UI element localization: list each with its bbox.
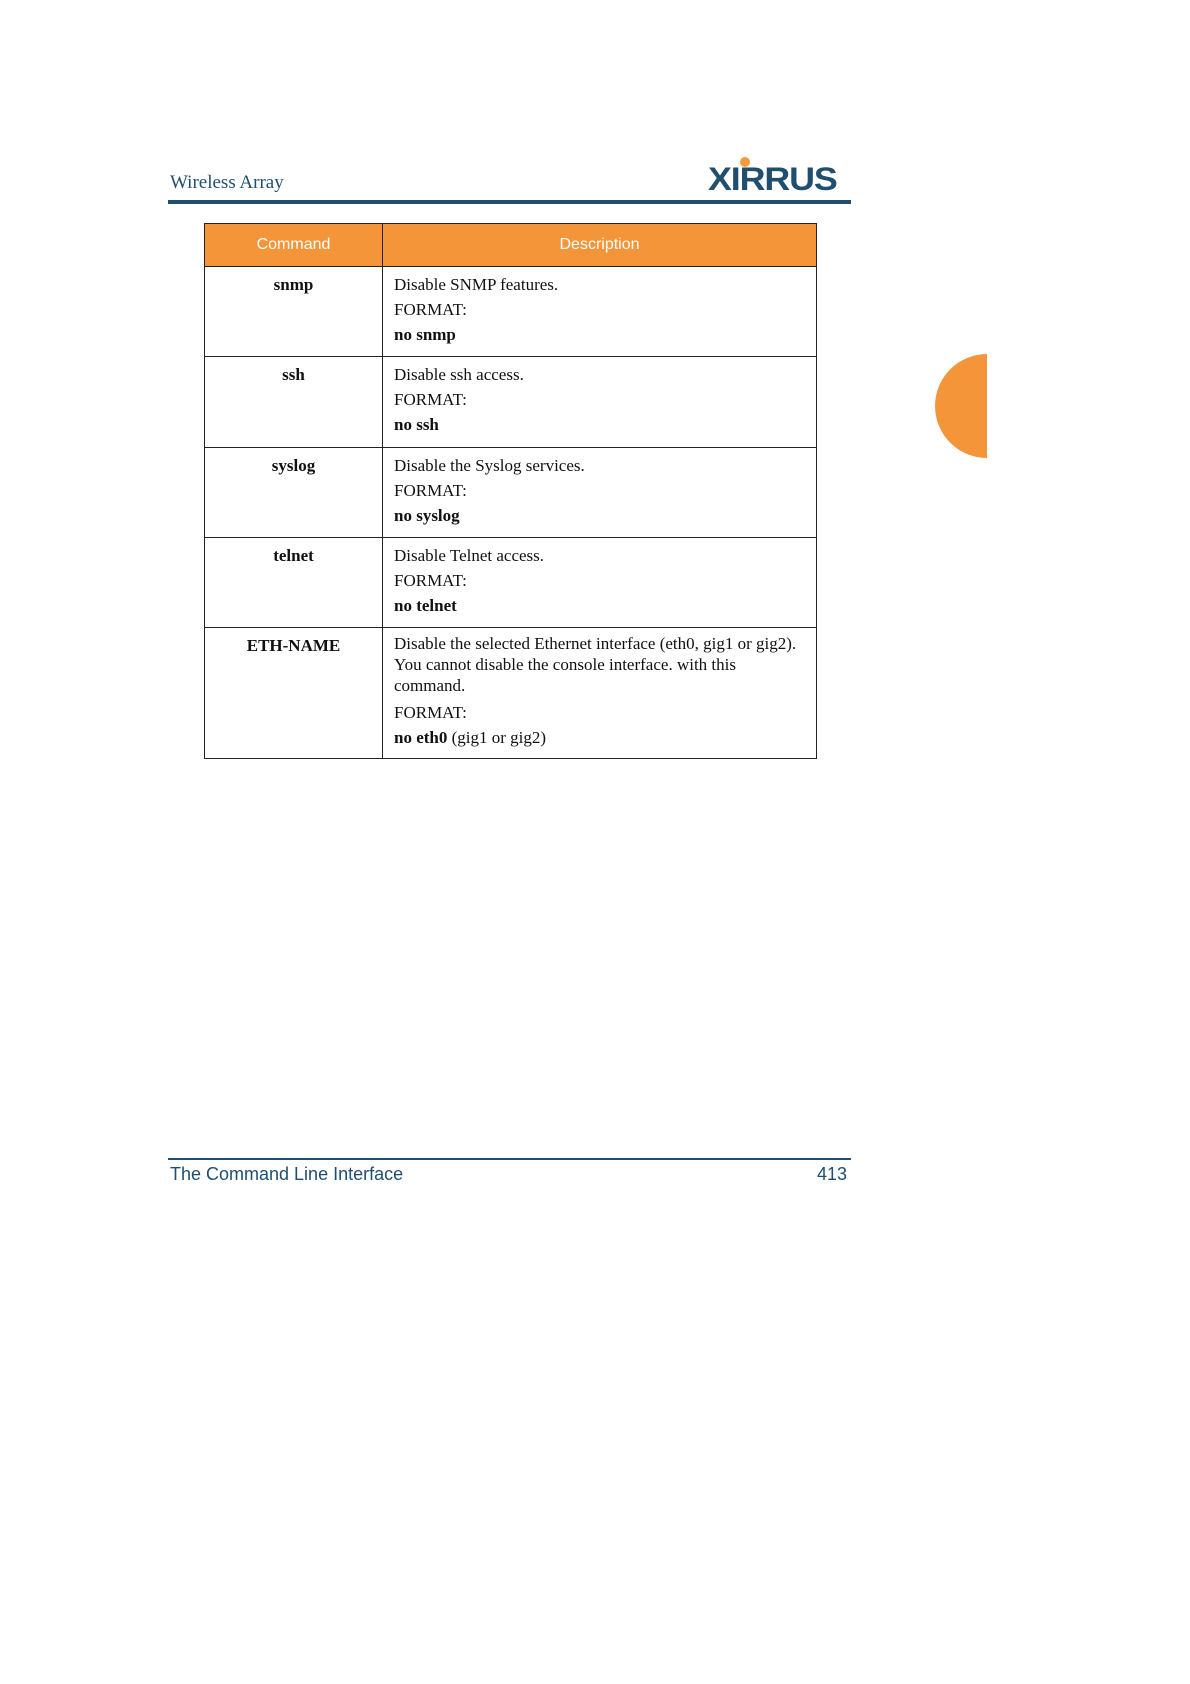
command-table [204,223,817,759]
page-number: 413 [816,1164,847,1184]
chapter-tab-marker [935,354,987,458]
description-text: Disable the selected Ethernet interface (eth0, gig1 or gig2). You cannot disable the console interface. with this command. [394,634,797,695]
brand-logo: XIRRUS [708,161,837,197]
description-text: Disable ssh access. [394,365,524,384]
description-cell [383,448,817,538]
format-label: FORMAT: [394,481,467,500]
column-header-command: Command [205,224,383,267]
description-cell [383,628,817,759]
format-label: FORMAT: [394,571,467,590]
description-cell [383,538,817,628]
footer-section-title: The Command Line Interface [170,1164,404,1184]
format-label: FORMAT: [394,703,467,722]
running-header-title: Wireless Array [170,172,284,193]
command-cell: ssh [205,357,383,448]
command-cell: telnet [205,538,383,628]
command-cell: ETH-NAME [205,628,383,759]
description-text: Disable Telnet access. [394,546,545,565]
footer-divider [168,1158,851,1160]
format-label: FORMAT: [394,390,467,409]
command-cell: snmp [205,267,383,357]
header-divider [168,200,851,204]
format-syntax: no snmp [394,325,456,344]
command-cell: syslog [205,448,383,538]
format-syntax: no syslog [394,506,460,525]
table-row [205,267,817,357]
description-cell [383,357,817,448]
column-header-description: Description [383,224,817,267]
format-syntax: no telnet [394,596,457,615]
format-syntax: no ssh [394,415,439,434]
table-row [205,357,817,448]
table-row [205,448,817,538]
format-label: FORMAT: [394,300,467,319]
format-syntax: no eth0 [394,728,448,747]
table-row [205,538,817,628]
table-row [205,628,817,759]
description-text: Disable SNMP features. [394,275,559,294]
table-header-row [205,224,817,267]
format-suffix: (gig1 or gig2) [447,728,547,747]
description-text: Disable the Syslog services. [394,456,585,475]
description-cell [383,267,817,357]
